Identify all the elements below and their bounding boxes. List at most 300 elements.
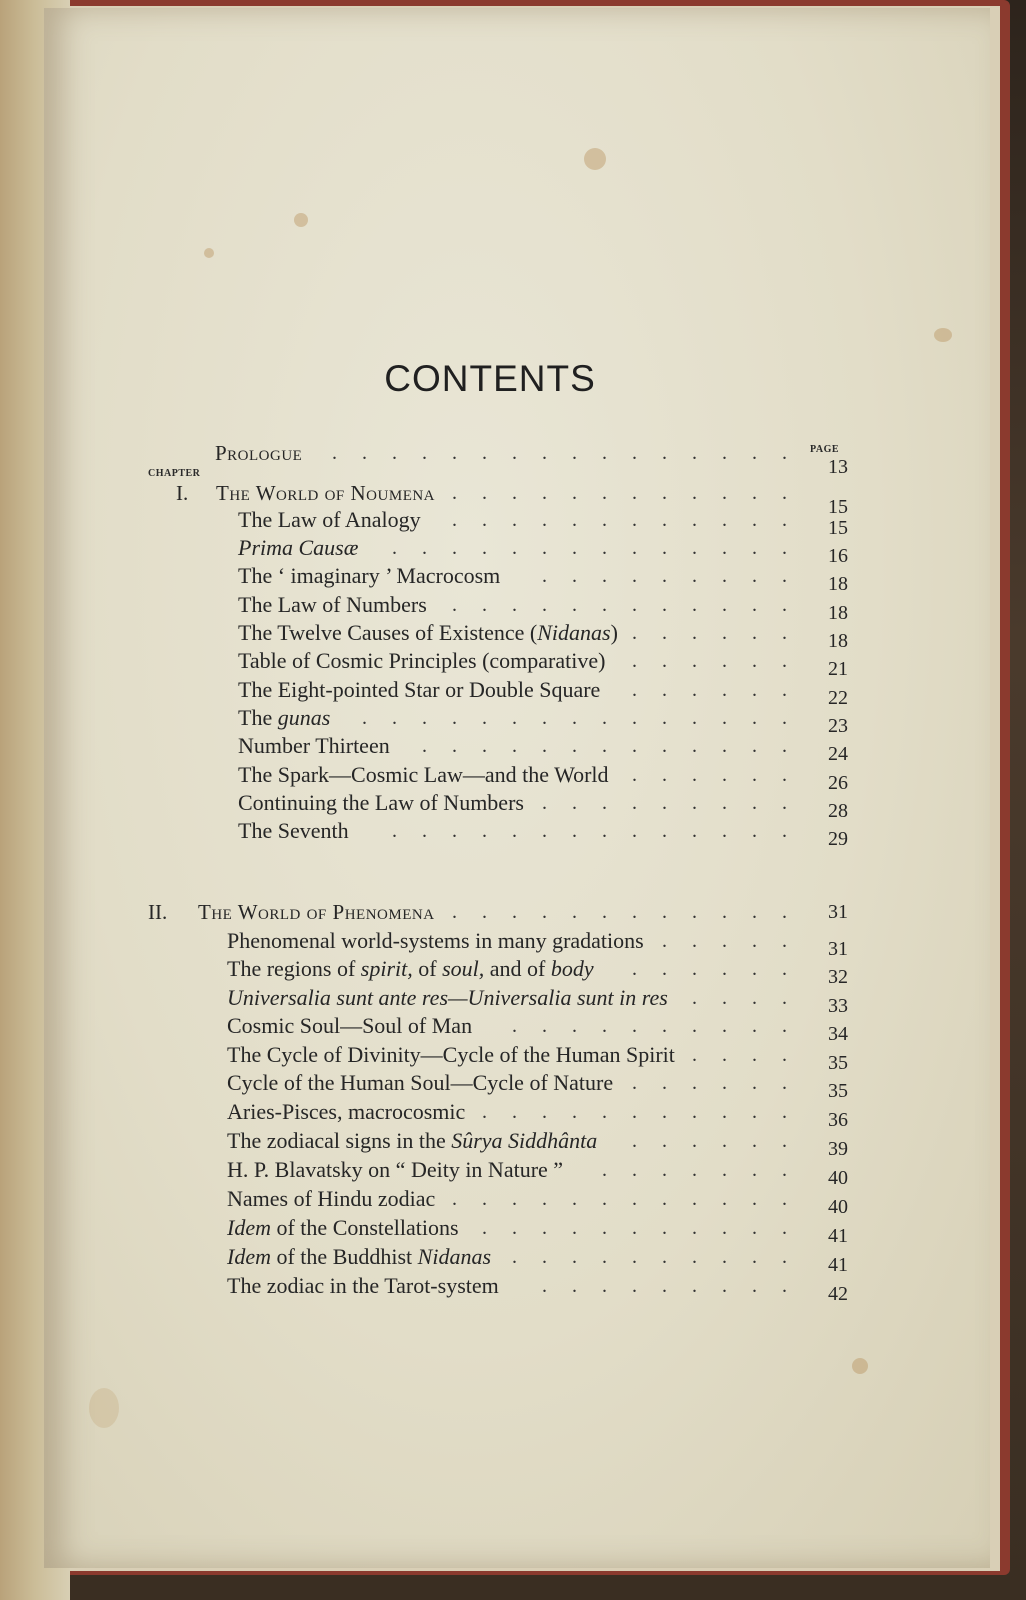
- leader-dot: .: [662, 958, 667, 980]
- leader-dot: .: [632, 1015, 637, 1037]
- leader-dot: .: [692, 764, 697, 786]
- leader-dot: .: [482, 482, 487, 504]
- leader-dot: .: [572, 565, 577, 587]
- leader-dot: .: [662, 565, 667, 587]
- leader-dot: .: [512, 442, 517, 464]
- leader-dot: .: [662, 482, 667, 504]
- leader-dot: .: [752, 442, 757, 464]
- leader-dot: .: [602, 594, 607, 616]
- leader-dot: .: [422, 707, 427, 729]
- leader-dot: .: [722, 650, 727, 672]
- leader-dot: .: [572, 1015, 577, 1037]
- page-number: 15: [828, 496, 848, 518]
- leader-dot: .: [572, 820, 577, 842]
- leader-dot: .: [752, 987, 757, 1009]
- leader-dot: .: [662, 707, 667, 729]
- leader-dot: .: [542, 1217, 547, 1239]
- leader-dot: .: [752, 1130, 757, 1152]
- leader-dot: .: [722, 764, 727, 786]
- leader-dot: .: [662, 509, 667, 531]
- leader-dot: .: [662, 622, 667, 644]
- entry-text-part: Prima Causæ: [238, 535, 359, 560]
- leader-dot: .: [542, 1015, 547, 1037]
- leader-dot: .: [632, 679, 637, 701]
- leader-dot: .: [602, 792, 607, 814]
- leader-dot: .: [572, 594, 577, 616]
- leader-dot: .: [782, 594, 787, 616]
- leader-dot: .: [782, 650, 787, 672]
- leader-dot: .: [752, 1159, 757, 1181]
- entry-text-part: spirit,: [360, 956, 413, 981]
- leader-dot: .: [392, 820, 397, 842]
- leader-dot: .: [632, 1159, 637, 1181]
- leader-dot: .: [602, 707, 607, 729]
- page-number: 34: [828, 1023, 848, 1045]
- page-number: 36: [828, 1109, 848, 1131]
- page-number: 31: [828, 901, 848, 923]
- page-column-label: PAGE: [810, 444, 840, 455]
- leader-dot: .: [782, 622, 787, 644]
- leader-dot: .: [482, 537, 487, 559]
- leader-dot: .: [662, 1101, 667, 1123]
- leader-dot: .: [482, 820, 487, 842]
- leader-dot: .: [722, 509, 727, 531]
- leader-dot: .: [722, 1246, 727, 1268]
- entry-text-part: Cosmic Soul—Soul of Man: [227, 1013, 473, 1038]
- leader-dot: .: [692, 1275, 697, 1297]
- page-number: 13: [828, 456, 848, 478]
- leader-dot: .: [722, 901, 727, 923]
- entry-text-part: Number Thirteen: [238, 733, 390, 758]
- leader-dot: .: [782, 1217, 787, 1239]
- leader-dot: .: [482, 901, 487, 923]
- leader-dot: .: [542, 565, 547, 587]
- leader-dot: .: [722, 1275, 727, 1297]
- leader-dot: .: [692, 679, 697, 701]
- leader-dot: .: [722, 537, 727, 559]
- entry-text-part: of the Buddhist: [270, 1244, 418, 1269]
- leader-dot: .: [632, 735, 637, 757]
- leader-dot: .: [722, 1101, 727, 1123]
- entry-text-part: Table of Cosmic Principles (comparative): [238, 648, 606, 673]
- leader-dot: .: [512, 594, 517, 616]
- leader-dot: .: [632, 820, 637, 842]
- leader-dot: .: [692, 1188, 697, 1210]
- leader-dot: .: [512, 482, 517, 504]
- leader-dot: .: [542, 792, 547, 814]
- page-number: 40: [828, 1196, 848, 1218]
- contents-heading: CONTENTS: [384, 358, 596, 399]
- leader-dot: .: [662, 442, 667, 464]
- leader-dot: .: [572, 901, 577, 923]
- leader-dot: .: [752, 537, 757, 559]
- leader-dot: .: [512, 537, 517, 559]
- leader-dot: .: [542, 901, 547, 923]
- leader-dot: .: [572, 537, 577, 559]
- leader-dot: .: [662, 792, 667, 814]
- leader-dot: .: [692, 537, 697, 559]
- leader-dot: .: [602, 735, 607, 757]
- leader-dot: .: [602, 1246, 607, 1268]
- entry-text-part: Prologue: [215, 441, 303, 465]
- leader-dot: .: [722, 482, 727, 504]
- leader-dot: .: [482, 735, 487, 757]
- leader-dot: .: [752, 1101, 757, 1123]
- toc-entry-page: [0, 1279, 1026, 1309]
- entry-text-part: H. P. Blavatsky on “ Deity in Nature ”: [227, 1157, 564, 1182]
- leader-dot: .: [752, 679, 757, 701]
- leader-dot: .: [662, 594, 667, 616]
- leader-dot: .: [752, 594, 757, 616]
- chapter-numeral: II.: [148, 900, 168, 924]
- leader-dot: .: [512, 1246, 517, 1268]
- page-number: 32: [828, 966, 848, 988]
- leader-dot: .: [542, 1101, 547, 1123]
- leader-dot: .: [782, 1044, 787, 1066]
- page-number: 35: [828, 1080, 848, 1102]
- leader-dot: .: [542, 537, 547, 559]
- leader-dot: .: [782, 930, 787, 952]
- entry-text-part: ): [610, 620, 618, 645]
- leader-dot: .: [572, 1246, 577, 1268]
- page-number: 42: [828, 1283, 848, 1305]
- leader-dot: .: [632, 1072, 637, 1094]
- leader-dot: .: [632, 594, 637, 616]
- leader-dot: .: [662, 735, 667, 757]
- leader-dot: .: [572, 1275, 577, 1297]
- leader-dot: .: [752, 565, 757, 587]
- leader-dot: .: [722, 442, 727, 464]
- leader-dot: .: [752, 707, 757, 729]
- leader-dot: .: [662, 764, 667, 786]
- leader-dot: .: [722, 679, 727, 701]
- leader-dot: .: [782, 509, 787, 531]
- leader-dot: .: [752, 792, 757, 814]
- leader-dot: .: [692, 792, 697, 814]
- page-number: 41: [828, 1225, 848, 1247]
- page-number: 31: [828, 938, 848, 960]
- leader-dot: .: [662, 1188, 667, 1210]
- leader-dot: .: [452, 1188, 457, 1210]
- entry-text-part: Sûrya Siddhânta: [451, 1128, 598, 1153]
- leader-dot: .: [482, 707, 487, 729]
- entry-text-part: of: [412, 956, 443, 981]
- leader-dot: .: [722, 958, 727, 980]
- leader-dot: .: [752, 650, 757, 672]
- leader-dot: .: [722, 1188, 727, 1210]
- entry-text-part: The zodiacal signs in the: [227, 1128, 452, 1153]
- leader-dot: .: [692, 1044, 697, 1066]
- leader-dot: .: [452, 901, 457, 923]
- leader-dot: .: [392, 537, 397, 559]
- leader-dot: .: [722, 1015, 727, 1037]
- entry-text-part: body: [550, 956, 594, 981]
- leader-dot: .: [542, 1275, 547, 1297]
- entry-text-part: Aries-Pisces, macrocosmic: [227, 1099, 466, 1124]
- leader-dot: .: [482, 442, 487, 464]
- leader-dot: .: [422, 820, 427, 842]
- leader-dot: .: [482, 1217, 487, 1239]
- leader-dot: .: [692, 509, 697, 531]
- leader-dot: .: [572, 509, 577, 531]
- leader-dot: .: [512, 509, 517, 531]
- leader-dot: .: [662, 1072, 667, 1094]
- leader-dot: .: [722, 565, 727, 587]
- leader-dot: .: [512, 707, 517, 729]
- leader-dot: .: [782, 987, 787, 1009]
- leader-dot: .: [692, 650, 697, 672]
- leader-dot: .: [512, 1015, 517, 1037]
- page-number: 22: [828, 687, 848, 709]
- leader-dot: .: [452, 482, 457, 504]
- entry-text-part: Nidanas: [417, 1244, 492, 1269]
- leader-dot: .: [662, 1217, 667, 1239]
- leader-dot: .: [722, 1159, 727, 1181]
- leader-dot: .: [782, 537, 787, 559]
- leader-dot: .: [512, 735, 517, 757]
- leader-dot: .: [692, 1159, 697, 1181]
- leader-dot: .: [542, 707, 547, 729]
- leader-dot: .: [542, 735, 547, 757]
- page-number: 33: [828, 995, 848, 1017]
- leader-dot: .: [632, 1130, 637, 1152]
- leader-dot: .: [662, 1130, 667, 1152]
- leader-dot: .: [632, 1275, 637, 1297]
- leader-dot: .: [632, 622, 637, 644]
- leader-dot: .: [722, 987, 727, 1009]
- page-number: 28: [828, 800, 848, 822]
- leader-dot: .: [722, 594, 727, 616]
- leader-dot: .: [392, 442, 397, 464]
- leader-dot: .: [452, 509, 457, 531]
- entry-text-part: The Twelve Causes of Existence (: [238, 620, 538, 645]
- leader-dot: .: [782, 442, 787, 464]
- leader-dot: .: [782, 679, 787, 701]
- page-number: 16: [828, 545, 848, 567]
- leader-dot: .: [482, 1101, 487, 1123]
- leader-dot: .: [722, 930, 727, 952]
- leader-dot: .: [632, 792, 637, 814]
- leader-dot: .: [632, 1101, 637, 1123]
- leader-dot: .: [602, 1217, 607, 1239]
- leader-dot: .: [662, 1275, 667, 1297]
- leader-dot: .: [752, 1275, 757, 1297]
- leader-dot: .: [782, 1130, 787, 1152]
- leader-dot: .: [632, 565, 637, 587]
- entry-text-part: and of: [484, 956, 551, 981]
- leader-dot: .: [572, 482, 577, 504]
- leader-dot: .: [752, 764, 757, 786]
- entry-text-part: The: [238, 705, 278, 730]
- leader-dot: .: [782, 764, 787, 786]
- leader-dot: .: [602, 482, 607, 504]
- page-number: 24: [828, 743, 848, 765]
- leader-dot: .: [632, 509, 637, 531]
- leader-dot: .: [692, 820, 697, 842]
- leader-dot: .: [542, 442, 547, 464]
- entry-text-part: The zodiac in the Tarot-system: [227, 1273, 499, 1298]
- leader-dot: .: [632, 1246, 637, 1268]
- leader-dot: .: [602, 1188, 607, 1210]
- leader-dot: .: [482, 509, 487, 531]
- leader-dot: .: [392, 707, 397, 729]
- leader-dot: .: [662, 1015, 667, 1037]
- leader-dot: .: [512, 901, 517, 923]
- chapter-row: [0, 897, 1026, 927]
- leader-dot: .: [782, 1246, 787, 1268]
- leader-dot: .: [452, 735, 457, 757]
- leader-dot: .: [602, 901, 607, 923]
- entry-text-part: Names of Hindu zodiac: [227, 1186, 436, 1211]
- leader-dot: .: [422, 537, 427, 559]
- leader-dot: .: [752, 958, 757, 980]
- entry-text-part: Idem: [227, 1244, 271, 1269]
- leader-dot: .: [692, 1101, 697, 1123]
- entry-text-part: The ‘ imaginary ’ Macrocosm: [238, 563, 501, 588]
- leader-dot: .: [662, 650, 667, 672]
- leader-dot: .: [752, 930, 757, 952]
- leader-dot: .: [782, 1072, 787, 1094]
- leader-dot: .: [572, 707, 577, 729]
- leader-dot: .: [512, 1217, 517, 1239]
- leader-dot: .: [542, 594, 547, 616]
- page-number: 39: [828, 1138, 848, 1160]
- entry-text-part: The Seventh: [238, 818, 349, 843]
- leader-dot: .: [422, 735, 427, 757]
- leader-dot: .: [692, 482, 697, 504]
- page-number: 23: [828, 715, 848, 737]
- leader-dot: .: [692, 622, 697, 644]
- chapter-numeral: I.: [176, 481, 189, 505]
- leader-dot: .: [752, 622, 757, 644]
- leader-dot: .: [632, 707, 637, 729]
- leader-dot: .: [722, 1130, 727, 1152]
- leader-dot: .: [632, 958, 637, 980]
- page-number: 29: [828, 828, 848, 850]
- leader-dot: .: [782, 792, 787, 814]
- entry-text-part: soul,: [442, 956, 485, 981]
- leader-dot: .: [722, 622, 727, 644]
- entry-text-part: The Law of Numbers: [238, 592, 427, 617]
- entry-text-part: The Spark—Cosmic Law—and the World: [238, 762, 609, 787]
- page-number: 18: [828, 630, 848, 652]
- leader-dot: .: [692, 1072, 697, 1094]
- entry-text-part: gunas: [277, 705, 331, 730]
- leader-dot: .: [782, 820, 787, 842]
- leader-dot: .: [692, 565, 697, 587]
- leader-dot: .: [542, 1246, 547, 1268]
- toc-entry-page: [0, 824, 1026, 854]
- page-number: 15: [828, 517, 848, 539]
- leader-dot: .: [572, 1101, 577, 1123]
- leader-dot: .: [572, 1217, 577, 1239]
- leader-dot: .: [512, 820, 517, 842]
- entry-text-part: Continuing the Law of Numbers: [238, 790, 524, 815]
- leader-dot: .: [602, 820, 607, 842]
- leader-dot: .: [452, 537, 457, 559]
- leader-dot: .: [692, 442, 697, 464]
- page-number: 41: [828, 1254, 848, 1276]
- entry-text-part: Nidanas: [537, 620, 611, 645]
- entry-text-part: The World of Phenomena: [198, 900, 435, 924]
- leader-dot: .: [632, 482, 637, 504]
- leader-dot: .: [602, 509, 607, 531]
- page-number: 21: [828, 658, 848, 680]
- entry-text-part: Phenomenal world-systems in many gradations: [227, 928, 644, 953]
- leader-dot: .: [332, 442, 337, 464]
- leader-dot: .: [572, 1188, 577, 1210]
- leader-dot: .: [602, 537, 607, 559]
- leader-dot: .: [692, 707, 697, 729]
- leader-dot: .: [782, 735, 787, 757]
- leader-dot: .: [692, 1246, 697, 1268]
- leader-dot: .: [362, 707, 367, 729]
- leader-dot: .: [782, 901, 787, 923]
- leader-dot: .: [482, 1188, 487, 1210]
- leader-dot: .: [722, 820, 727, 842]
- leader-dot: .: [452, 820, 457, 842]
- leader-dot: .: [722, 1072, 727, 1094]
- leader-dot: .: [572, 442, 577, 464]
- leader-dot: .: [362, 442, 367, 464]
- leader-dot: .: [542, 1188, 547, 1210]
- entry-text-part: The regions of: [227, 956, 361, 981]
- page-number: 26: [828, 772, 848, 794]
- leader-dot: .: [752, 820, 757, 842]
- leader-dot: .: [512, 1188, 517, 1210]
- entry-text-part: Universalia sunt ante res—Universalia sunt in res: [227, 985, 668, 1010]
- leader-dot: .: [692, 1015, 697, 1037]
- leader-dot: .: [692, 1217, 697, 1239]
- chapter-column-label: CHAPTER: [148, 468, 201, 479]
- leader-dot: .: [752, 482, 757, 504]
- entry-text-part: The Law of Analogy: [238, 507, 421, 532]
- entry-text-part: Idem: [227, 1215, 271, 1240]
- leader-dot: .: [752, 1072, 757, 1094]
- leader-dot: .: [632, 1217, 637, 1239]
- leader-dot: .: [452, 594, 457, 616]
- leader-dot: .: [632, 650, 637, 672]
- leader-dot: .: [662, 537, 667, 559]
- leader-dot: .: [542, 820, 547, 842]
- leader-dot: .: [692, 594, 697, 616]
- leader-dot: .: [752, 1188, 757, 1210]
- leader-dot: .: [542, 509, 547, 531]
- page-number: 18: [828, 602, 848, 624]
- leader-dot: .: [752, 1217, 757, 1239]
- leader-dot: .: [692, 1130, 697, 1152]
- leader-dot: .: [782, 482, 787, 504]
- leader-dot: .: [662, 930, 667, 952]
- leader-dot: .: [572, 735, 577, 757]
- leader-dot: .: [662, 901, 667, 923]
- entry-text-part: The Eight-pointed Star or Double Square: [238, 677, 601, 702]
- leader-dot: .: [602, 1275, 607, 1297]
- leader-dot: .: [692, 958, 697, 980]
- leader-dot: .: [632, 901, 637, 923]
- leader-dot: .: [602, 565, 607, 587]
- leader-dot: .: [632, 1188, 637, 1210]
- leader-dot: .: [722, 1217, 727, 1239]
- leader-dot: .: [662, 1246, 667, 1268]
- leader-dot: .: [632, 442, 637, 464]
- chapter-title: [198, 897, 435, 927]
- leader-dot: .: [662, 679, 667, 701]
- leader-dot: .: [722, 792, 727, 814]
- entry-text-part: The Cycle of Divinity—Cycle of the Human Spirit: [227, 1042, 675, 1067]
- leader-dot: .: [782, 1159, 787, 1181]
- leader-dot: .: [722, 1044, 727, 1066]
